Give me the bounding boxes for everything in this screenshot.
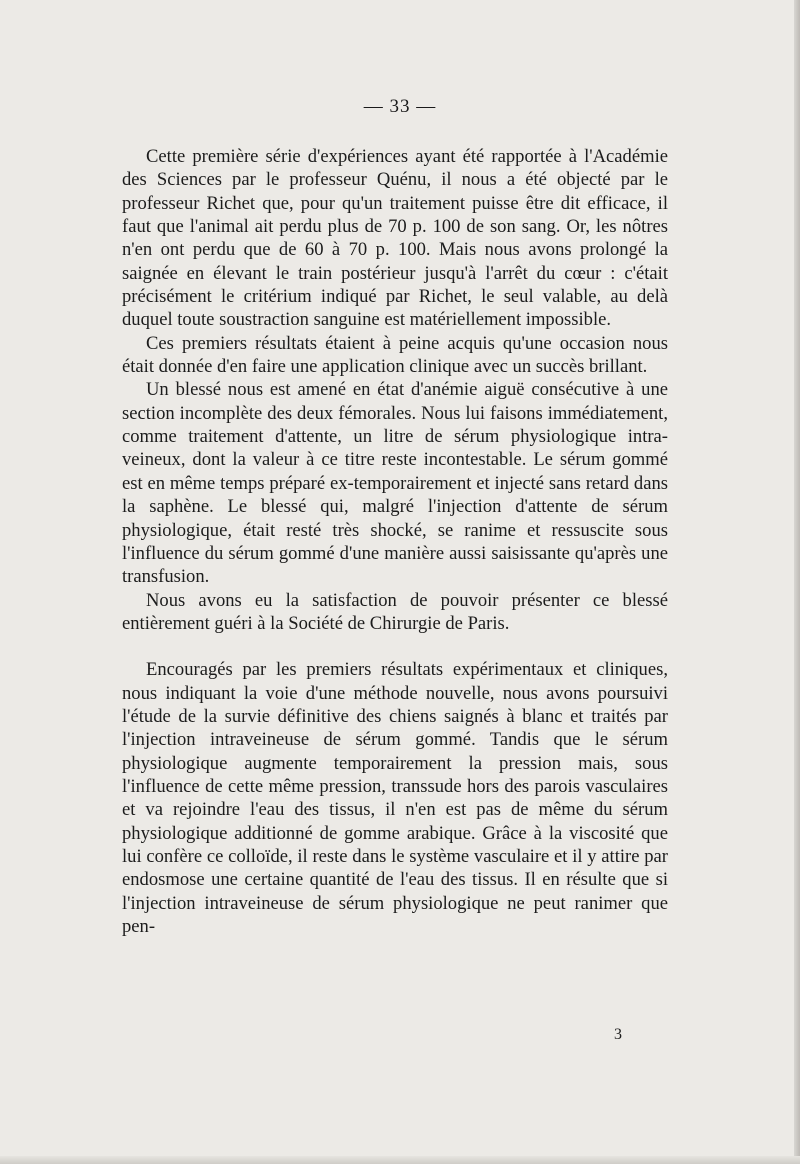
body-text xyxy=(122,145,668,938)
paragraph: Nous avons eu la satisfaction de pouvoir présenter ce blessé entièrement guéri à la Société de Chirurgie de Paris. xyxy=(122,589,668,634)
signature-mark: 3 xyxy=(614,1026,622,1043)
paragraph: Cette première série d'expériences ayant été rapportée à l'Académie des Sciences par le professeur Quénu, il nous a été objecté par le professeur Richet que, pour qu'un traitement puisse être dit efficace, il faut que l'animal ait perdu plus de 70 p. 100 de son sang. Or, les nôtres n'en ont perdu que de 60 à 70 p. 100. Mais nous avons prolongé la saignée en élevant le train postérieur jusqu'à l'arrêt du cœur : c'était précisément le critérium indiqué par Richet, le seul valable, au delà duquel toute soustraction sanguine est matériellement impossible. xyxy=(122,146,668,331)
paragraph: Ces premiers résultats étaient à peine acquis qu'une occasion nous était donnée d'en faire une application clinique avec un succès brillant. xyxy=(122,332,668,378)
paragraph: Un blessé nous est amené en état d'anémie aiguë consécutive à une section incomplète des deux fémorales. Nous lui faisons immédiatement, comme traitement d'attente, un litre de sérum physiologique intra-veineux, dont la valeur à ce titre reste incontestable. Le sérum gommé est en même temps préparé ex-temporairement et injecté sans retard dans la saphène. Le blessé qui, malgré l'injection d'attente de sérum physiologique, était resté très shocké, se ranime et ressuscite sous l'influence du sérum gommé d'une manière aussi saisissante qu'après une transfusion. xyxy=(122,379,668,588)
page-number-header: — 33 — xyxy=(363,96,437,117)
page-edge-right xyxy=(794,0,800,1164)
paragraph: Encouragés par les premiers résultats expérimentaux et cliniques, nous indiquant la voie d'une méthode nouvelle, nous avons poursuivi l'étude de la survie définitive des chiens saignés à blanc et traités par l'injection intraveineuse de sérum gommé. Tandis que le sérum physiologique augmente temporairement la pression mais, sous l'influence de cette même pression, transsude hors des parois vasculaires et va rejoindre l'eau des tissus, il n'en est pas de même du sérum physiologique additionné de gomme arabique. Grâce à la viscosité que lui confère ce colloïde, il reste dans le système vasculaire et il y attire par endosmose une certaine quantité de l'eau des tissus. Il en résulte que si l'injection intraveineuse de sérum physiologique ne peut ranimer que pen- xyxy=(122,659,668,937)
page-edge-bottom xyxy=(0,1156,800,1164)
